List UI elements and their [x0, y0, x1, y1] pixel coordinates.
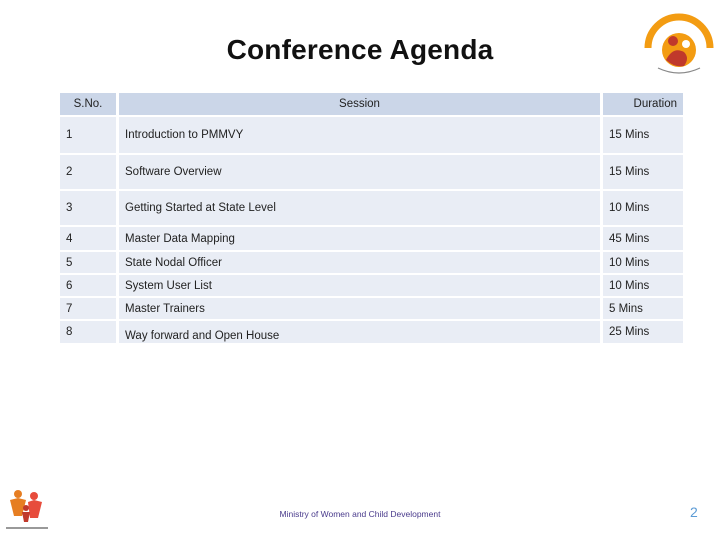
- cell-sno: 4: [60, 227, 116, 250]
- cell-sno: 3: [60, 191, 116, 225]
- cell-duration: 10 Mins: [600, 191, 683, 225]
- cell-session: Master Trainers: [116, 298, 600, 319]
- footer-text: Ministry of Women and Child Development: [279, 509, 441, 519]
- table-row: [60, 227, 683, 250]
- page-title: Conference Agenda: [226, 34, 494, 65]
- cell-duration: 10 Mins: [600, 252, 683, 273]
- table-row: [60, 155, 683, 189]
- cell-duration: 10 Mins: [600, 275, 683, 296]
- table-row: [60, 191, 683, 225]
- cell-duration: 5 Mins: [600, 298, 683, 319]
- cell-sno: 6: [60, 275, 116, 296]
- column-header-session: Session: [116, 93, 600, 115]
- cell-duration: 15 Mins: [600, 155, 683, 189]
- cell-sno: 8: [60, 321, 116, 343]
- cell-session: Getting Started at State Level: [116, 191, 600, 225]
- table-header-row: [60, 93, 683, 115]
- agenda-table: [60, 91, 683, 345]
- table-row: [60, 275, 683, 296]
- column-header-sno: S.No.: [60, 93, 116, 115]
- table-row: [60, 321, 683, 343]
- table-row: [60, 252, 683, 273]
- cell-sno: 2: [60, 155, 116, 189]
- cell-session: Introduction to PMMVY: [116, 117, 600, 153]
- cell-session: Software Overview: [116, 155, 600, 189]
- table-row: [60, 298, 683, 319]
- cell-duration: 25 Mins: [600, 321, 683, 343]
- cell-session: Master Data Mapping: [116, 227, 600, 250]
- cell-session: System User List: [116, 275, 600, 296]
- column-header-duration: Duration: [600, 93, 683, 115]
- cell-duration: 45 Mins: [600, 227, 683, 250]
- cell-session: Way forward and Open House: [116, 321, 600, 343]
- cell-sno: 1: [60, 117, 116, 153]
- cell-sno: 5: [60, 252, 116, 273]
- cell-sno: 7: [60, 298, 116, 319]
- cell-session: State Nodal Officer: [116, 252, 600, 273]
- page-number: 2: [690, 504, 698, 520]
- table-row: [60, 117, 683, 153]
- pmmvy-emblem-icon: [640, 8, 718, 80]
- cell-duration: 15 Mins: [600, 117, 683, 153]
